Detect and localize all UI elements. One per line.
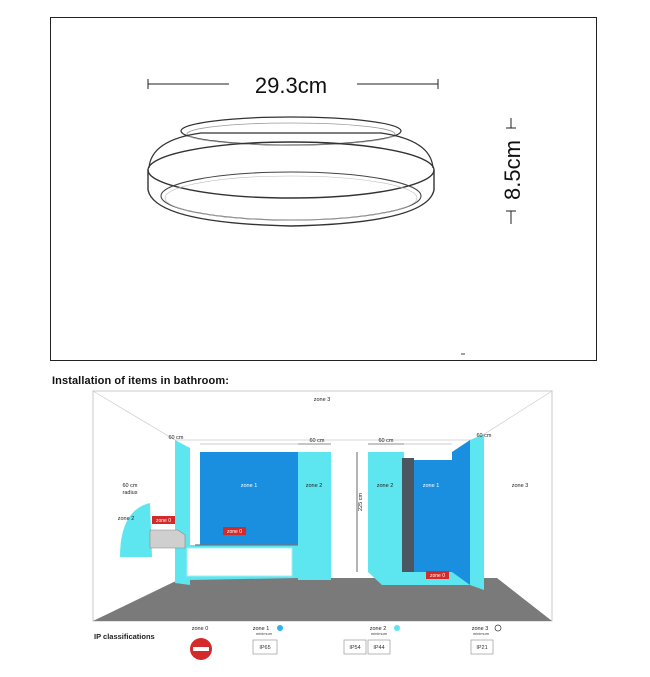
zone1-bath-wall: [200, 452, 298, 545]
ip65-label: IP65: [259, 645, 271, 651]
ip-zone0-label: zone 0: [191, 626, 209, 632]
zone0-bath-label: zone 0: [226, 529, 243, 535]
dim-60-left-label: 60 cm: [168, 435, 184, 441]
height-label: 8.5cm: [500, 140, 525, 200]
ip21-label: IP21: [476, 645, 488, 651]
ip-zone1-min: minimum: [255, 631, 273, 636]
ip-zone1-label: zone 1: [252, 626, 270, 632]
zone2-bath-label: zone 2: [305, 483, 323, 489]
zone2-left-label: zone 2: [117, 516, 135, 522]
product-dimension-panel: [50, 17, 597, 361]
zone2-shower-label: zone 2: [376, 483, 394, 489]
zone2-dot-icon: [394, 625, 400, 631]
basin: [150, 530, 185, 548]
bathroom-zones-diagram: [0, 388, 650, 677]
zone0-basin-label: zone 0: [155, 518, 172, 524]
lamp-outline: [148, 117, 434, 226]
ip-zone3-label: zone 3: [471, 626, 489, 632]
zone3-right-label: zone 3: [511, 483, 529, 489]
no-entry-icon: [190, 638, 212, 660]
zone2-right-wall: [470, 434, 484, 590]
zone2-shower-strip: [368, 452, 404, 572]
ip54-label: IP54: [349, 645, 361, 651]
shower-tray: [368, 572, 470, 585]
zone2-bath-strip: [298, 452, 331, 580]
ceiling-light-drawing: [51, 18, 598, 362]
shower-glass-panel: [402, 458, 414, 578]
bath-tub-front: [187, 548, 292, 576]
radius-label-line1: 60 cm: [122, 483, 138, 489]
zone1-shower-label: zone 1: [422, 483, 440, 489]
dim-60-mid-b-label: 60 cm: [378, 438, 394, 444]
dim-60-mid-a-label: 60 cm: [309, 438, 325, 444]
height-225-label: 225 cm: [358, 492, 364, 512]
zone3-top-label: zone 3: [313, 397, 331, 403]
zone3-dot-icon: [495, 625, 501, 631]
ip-title: IP classifications: [94, 632, 155, 641]
zone1-dot-icon: [277, 625, 283, 631]
zone1-bath-label: zone 1: [240, 483, 258, 489]
bathroom-heading: Installation of items in bathroom:: [52, 375, 229, 387]
ip-zone2-min: minimum: [370, 631, 388, 636]
ip-zone3-min: minimum: [472, 631, 490, 636]
zone0-shower-label: zone 0: [429, 573, 446, 579]
width-label: 29.3cm: [254, 73, 328, 98]
ip-zone2-label: zone 2: [369, 626, 387, 632]
zone2-basin-radius: [117, 503, 152, 557]
dim-60-right-label: 60 cm: [476, 433, 492, 439]
radius-label-line2: radius: [122, 490, 138, 496]
ip44-label: IP44: [373, 645, 385, 651]
zone1-shower-side: [452, 440, 470, 585]
